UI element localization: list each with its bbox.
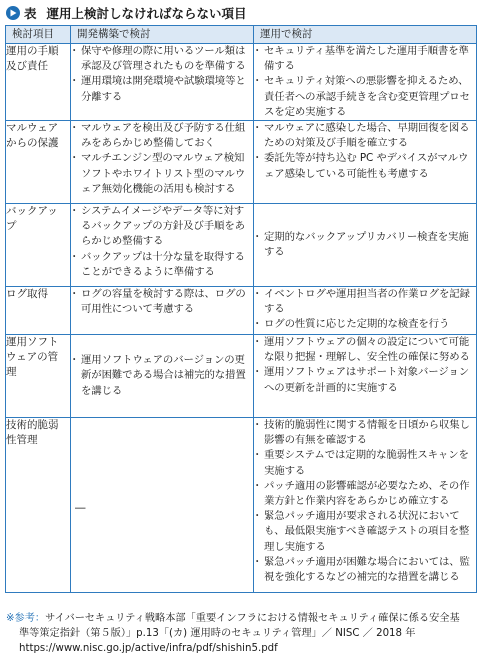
dev-cell [71, 287, 254, 335]
list-item: ・ マルウェアに感染した場合、早期回復を図るための対策及び手順を確立する [254, 121, 476, 151]
list-item: ・ 運用ソフトウェアの個々の設定について可能な限り把握・理解し、安全性の確保に努める [254, 335, 476, 365]
table-row [6, 287, 477, 335]
category-cell [6, 335, 71, 418]
header-ops: 運用で検討 [254, 26, 477, 44]
table-header-row [6, 26, 477, 44]
table-row [6, 121, 477, 204]
list-item: ・ パッチ適用の影響確認が必要なため、その作業方針と作業内容をあらかじめ確立する [254, 479, 476, 509]
category-line: プ [6, 220, 17, 233]
category-line: マルウェア [6, 122, 59, 135]
dev-cell [71, 44, 254, 121]
dev-cell [71, 418, 254, 593]
category-line: 理 [6, 366, 17, 379]
list-item: ・ バックアップは十分な量を取得することができるように準備する [71, 250, 253, 280]
category-line: 技術的脆弱 [6, 419, 59, 432]
category-cell [6, 287, 71, 335]
dev-cell [71, 204, 254, 287]
empty-dash: ― [75, 501, 86, 514]
header-dev: 開発構築で検討 [71, 26, 254, 44]
ops-cell [254, 44, 477, 121]
category-cell [6, 418, 71, 593]
operations-table [5, 25, 477, 593]
note-line-2: 準等策定指針（第５版）」p.13「(カ) 運用時のセキュリティ管理」／ NISC ／ 2018 年 [19, 628, 416, 639]
list-item: ・ システムイメージやデータ等に対するバックアップの方針及び手順をあらかじめ整備する [71, 204, 253, 250]
category-cell [6, 204, 71, 287]
table-title [6, 4, 247, 22]
ops-cell [254, 335, 477, 418]
list-item: ・ 技術的脆弱性に関する情報を日頃から収集し影響の有無を確認する [254, 418, 476, 448]
list-item: ・ 定期的なバックアップリカバリー検査を実施する [254, 230, 476, 260]
dev-cell [71, 121, 254, 204]
table-row [6, 204, 477, 287]
ops-cell [254, 204, 477, 287]
note-line-1: サイバーセキュリティ戦略本部「重要インフラにおける情報セキュリティ確保に係る安全基 [45, 613, 460, 624]
list-item: ・ セキュリティ対策への悪影響を抑えるため、責任者への承認手続きを含む変更管理プロセスを定め実施する [254, 74, 476, 120]
table-row [6, 418, 477, 593]
ops-cell [254, 121, 477, 204]
category-line: ウェアの管 [6, 351, 59, 364]
dev-cell [71, 335, 254, 418]
list-item: ・ 緊急パッチ適用が困難な場合においては、監視を強化するなどの補完的な措置を講じる [254, 555, 476, 585]
category-line: 運用ソフト [6, 336, 59, 349]
ops-cell [254, 287, 477, 335]
table-row [6, 44, 477, 121]
list-item: ・ 運用環境は開発環境や試験環境等と分離する [71, 74, 253, 104]
list-item: ・ 重要システムでは定期的な脆弱性スキャンを実施する [254, 448, 476, 478]
list-item: ・ 保守や修理の際に用いるツール類は承認及び管理されたものを準備する [71, 44, 253, 74]
note-mark: ※参考： [6, 613, 46, 624]
ops-cell [254, 418, 477, 593]
table-row [6, 335, 477, 418]
list-item: ・ ログの性質に応じた定期的な検査を行う [254, 317, 476, 332]
list-item: ・ マルウェアを検出及び予防する仕組みをあらかじめ整備しておく [71, 121, 253, 151]
note-url-link[interactable]: https://www.nisc.go.jp/active/infra/pdf/shishin5.pdf [19, 643, 278, 654]
reference-note [6, 611, 478, 656]
list-item: ・ イベントログや運用担当者の作業ログを記録する [254, 287, 476, 317]
list-item: ・ マルチエンジン型のマルウェア検知ソフトやホワイトリスト型のマルウェア無効化機能の活用も検討する [71, 151, 253, 197]
list-item: ・ 緊急パッチ適用が要求される状況においても、最低限実施すべき確認テストの項目を整理し実施する [254, 509, 476, 555]
list-item: ・ ログの容量を検討する際は、ログの可用性について考慮する [71, 287, 253, 317]
table-heading: 運用上検討しなければならない項目 [46, 6, 247, 21]
category-cell [6, 121, 71, 204]
category-cell [6, 44, 71, 121]
list-item: ・ 委託先等が持ち込む PC やデバイスがマルウェア感染している可能性も考慮する [254, 151, 476, 181]
category-line: ログ取得 [6, 288, 48, 301]
category-line: 性管理 [6, 434, 38, 447]
list-item: ・ セキュリティ基準を満たした運用手順書を準備する [254, 44, 476, 74]
category-line: 運用の手順 [6, 45, 59, 57]
category-line: からの保護 [6, 137, 59, 150]
list-item: ・ 運用ソフトウェアはサポート対象バージョンへの更新を計画的に実施する [254, 365, 476, 395]
header-item: 検討項目 [6, 26, 71, 44]
category-line: 及び責任 [6, 60, 48, 72]
category-line: バックアッ [6, 205, 58, 218]
play-triangle-icon [6, 6, 20, 20]
list-item: ・ 運用ソフトウェアのバージョンの更新が困難である場合は補完的な措置を講じる [71, 353, 253, 399]
table-label: 表 [24, 6, 37, 21]
